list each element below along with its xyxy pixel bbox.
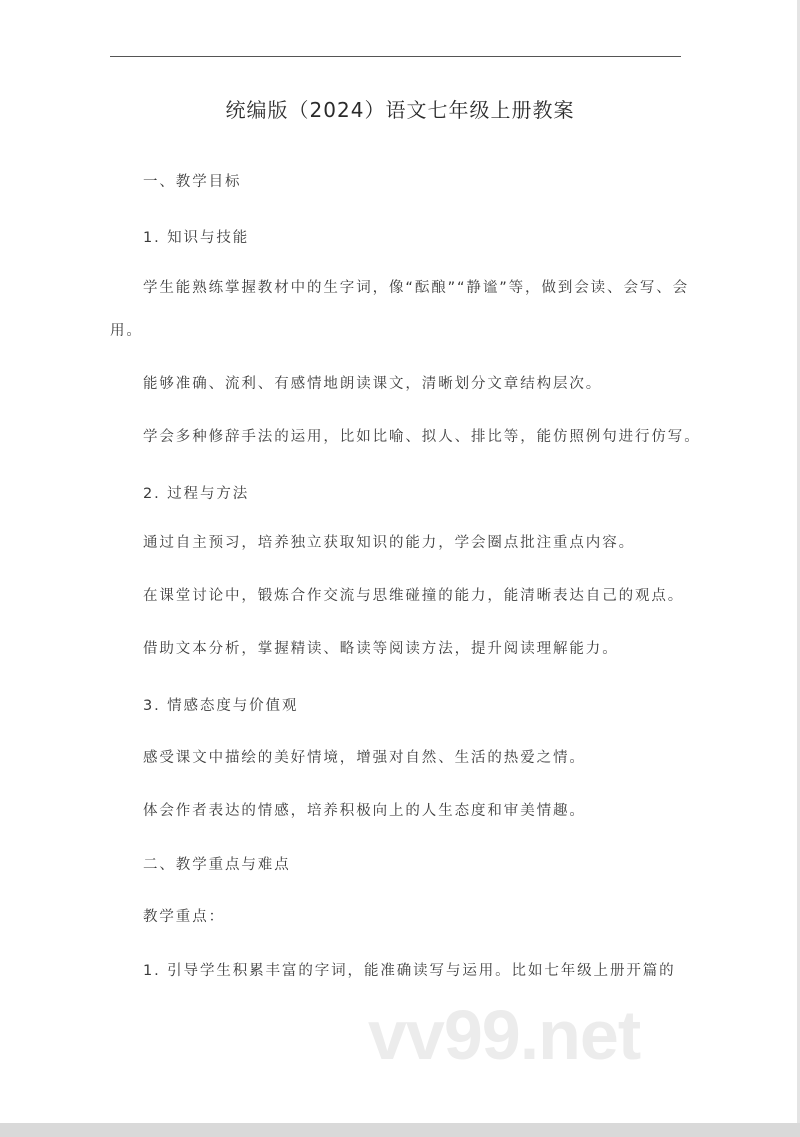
watermark: vv99.net	[368, 996, 641, 1074]
paragraph: 借助文本分析，掌握精读、略读等阅读方法，提升阅读理解能力。	[143, 641, 619, 657]
subsection-heading: 1. 知识与技能	[143, 230, 250, 246]
section-heading: 一、教学目标	[143, 174, 242, 190]
subsection-heading: 3. 情感态度与价值观	[143, 698, 299, 714]
page-bottom-bar	[0, 1123, 800, 1137]
paragraph: 在课堂讨论中，锻炼合作交流与思维碰撞的能力，能清晰表达自己的观点。	[143, 588, 685, 604]
paragraph-continuation: 用。	[110, 323, 143, 339]
paragraph: 学会多种修辞手法的运用，比如比喻、拟人、排比等，能仿照例句进行仿写。	[143, 429, 701, 445]
paragraph: 学生能熟练掌握教材中的生字词，像“酝酿”“静谧”等，做到会读、会写、会	[143, 280, 690, 296]
paragraph: 通过自主预习，培养独立获取知识的能力，学会圈点批注重点内容。	[143, 535, 635, 551]
subsection-heading: 2. 过程与方法	[143, 486, 250, 502]
section-heading: 二、教学重点与难点	[143, 857, 291, 873]
paragraph: 感受课文中描绘的美好情境，增强对自然、生活的热爱之情。	[143, 750, 586, 766]
paragraph: 能够准确、流利、有感情地朗读课文，清晰划分文章结构层次。	[143, 376, 603, 392]
paragraph: 1. 引导学生积累丰富的字词，能准确读写与运用。比如七年级上册开篇的	[143, 963, 676, 979]
paragraph: 教学重点：	[143, 909, 225, 925]
header-rule	[110, 56, 681, 57]
paragraph: 体会作者表达的情感，培养积极向上的人生态度和审美情趣。	[143, 803, 586, 819]
document-title: 统编版（2024）语文七年级上册教案	[225, 98, 575, 122]
